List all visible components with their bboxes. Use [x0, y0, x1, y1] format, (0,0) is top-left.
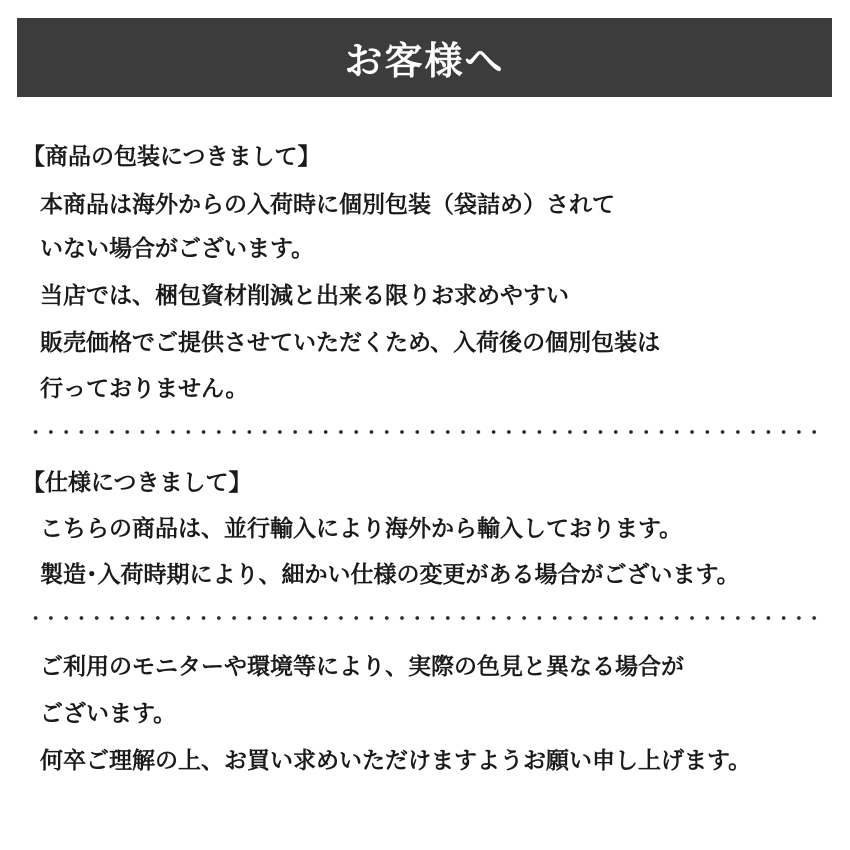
packaging-line-1: 本商品は海外からの入荷時に個別包装（袋詰め）されて	[40, 192, 615, 218]
packaging-line-3: 当店では、梱包資材削減と出来る限りお求めやすい	[40, 283, 569, 309]
notes-line-1: ご利用のモニターや環境等により、実際の色見と異なる場合が	[40, 654, 684, 680]
dotted-divider-1	[28, 429, 822, 435]
specs-heading: 【仕様につきまして】	[22, 470, 252, 496]
packaging-line-4: 販売価格でご提供させていただくため、入荷後の個別包装は	[40, 330, 661, 356]
header-banner	[17, 18, 832, 97]
packaging-line-5: 行っておりません。	[40, 376, 249, 402]
notes-line-2: ございます。	[40, 701, 177, 727]
specs-line-2: 製造･入荷時期により、細かい仕様の変更がある場合がございます。	[40, 562, 740, 588]
packaging-line-2: いない場合がございます。	[40, 236, 315, 262]
banner-title: お客様へ	[344, 39, 505, 83]
specs-line-1: こちらの商品は、並行輸入により海外から輸入しております。	[40, 516, 683, 542]
dotted-divider-2	[28, 615, 822, 621]
notes-line-3: 何卒ご理解の上、お買い求めいただけますようお願い申し上げます。	[40, 748, 752, 774]
packaging-heading: 【商品の包装につきまして】	[22, 144, 321, 170]
